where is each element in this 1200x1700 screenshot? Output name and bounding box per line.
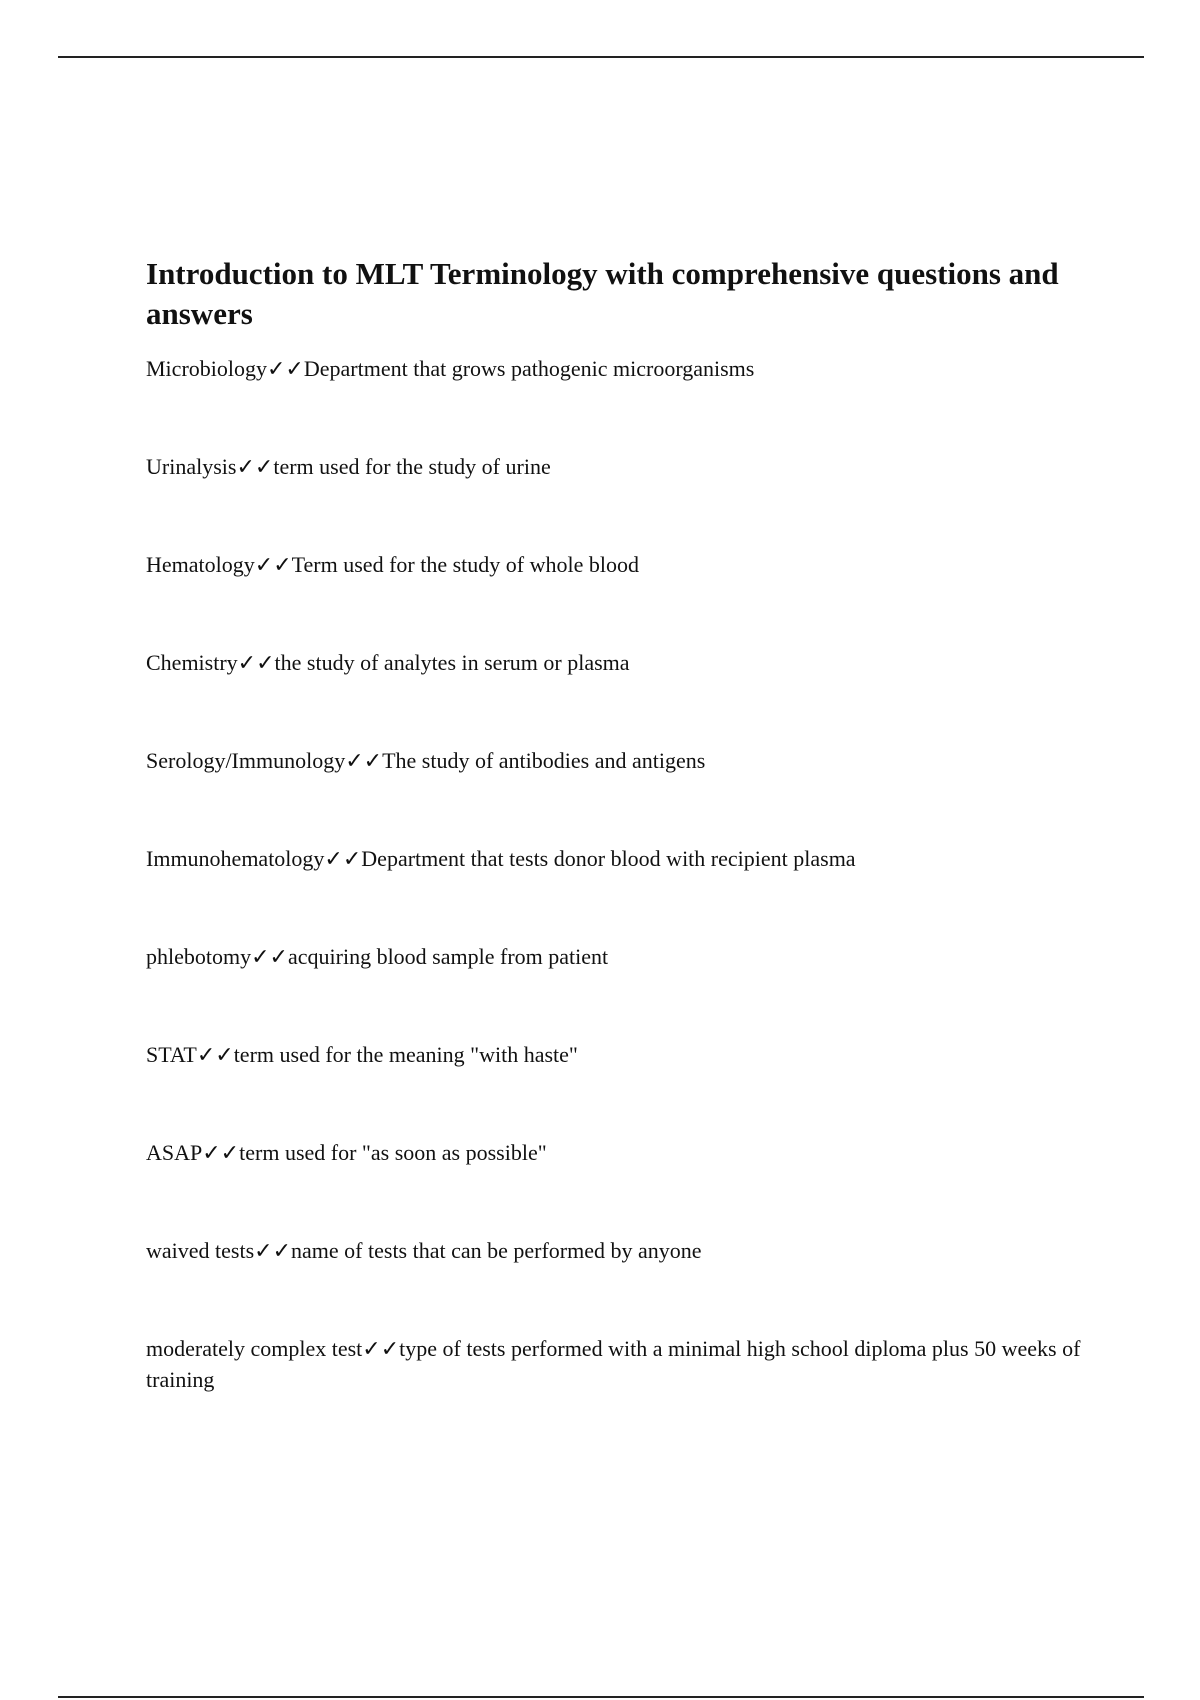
double-check-icon: ✓✓ xyxy=(345,749,383,774)
double-check-icon: ✓✓ xyxy=(362,1337,400,1362)
double-check-icon: ✓✓ xyxy=(196,1043,234,1068)
entry-answer: The study of antibodies and antigens xyxy=(382,748,706,773)
top-rule xyxy=(58,56,1144,58)
double-check-icon: ✓✓ xyxy=(324,847,362,872)
qa-entry xyxy=(146,1040,1086,1071)
entry-term: waived tests xyxy=(146,1238,255,1263)
entry-term: Urinalysis xyxy=(146,454,237,479)
qa-entry xyxy=(146,452,1086,483)
double-check-icon: ✓✓ xyxy=(237,651,275,676)
entry-term: Immunohematology xyxy=(146,846,325,871)
double-check-icon: ✓✓ xyxy=(251,945,288,970)
entry-answer: acquiring blood sample from patient xyxy=(287,944,609,969)
entry-answer: term used for the study of urine xyxy=(273,454,551,479)
double-check-icon: ✓✓ xyxy=(267,357,304,382)
entry-term: STAT xyxy=(146,1042,197,1067)
double-check-icon: ✓✓ xyxy=(236,455,274,480)
document-title: Introduction to MLT Terminology with comprehensive questions and answers xyxy=(146,256,1059,331)
entry-answer: type of tests performed with a minimal high school diploma plus 50 weeks of training xyxy=(146,1336,1081,1392)
entry-term: Hematology xyxy=(146,552,255,577)
qa-entry xyxy=(146,354,1086,385)
qa-entry xyxy=(146,942,1086,973)
entry-answer: Term used for the study of whole blood xyxy=(291,552,639,577)
document-body xyxy=(146,254,1086,1462)
entry-term: Chemistry xyxy=(146,650,238,675)
entry-answer: the study of analytes in serum or plasma xyxy=(274,650,630,675)
qa-entry xyxy=(146,648,1086,679)
entry-term: moderately complex test xyxy=(146,1336,363,1361)
entry-answer: term used for "as soon as possible" xyxy=(239,1140,547,1165)
entry-term: ASAP xyxy=(146,1140,203,1165)
entry-term: phlebotomy xyxy=(146,944,252,969)
qa-entry xyxy=(146,746,1086,777)
bottom-rule xyxy=(58,1696,1144,1698)
entry-answer: name of tests that can be performed by anyone xyxy=(291,1238,702,1263)
double-check-icon: ✓✓ xyxy=(254,1239,292,1264)
entry-term: Serology/Immunology xyxy=(146,748,346,773)
entry-answer: Department that grows pathogenic microorganisms xyxy=(303,356,755,381)
qa-entry xyxy=(146,550,1086,581)
entry-term: Microbiology xyxy=(146,356,267,381)
qa-entry xyxy=(146,1138,1086,1169)
qa-entry xyxy=(146,1236,1086,1267)
double-check-icon: ✓✓ xyxy=(202,1141,240,1166)
double-check-icon: ✓✓ xyxy=(254,553,292,578)
qa-entry xyxy=(146,844,1086,875)
qa-entry xyxy=(146,1334,1086,1395)
qa-list xyxy=(146,354,1086,1395)
entry-answer: term used for the meaning "with haste" xyxy=(233,1042,578,1067)
entry-answer: Department that tests donor blood with recipient plasma xyxy=(361,846,856,871)
